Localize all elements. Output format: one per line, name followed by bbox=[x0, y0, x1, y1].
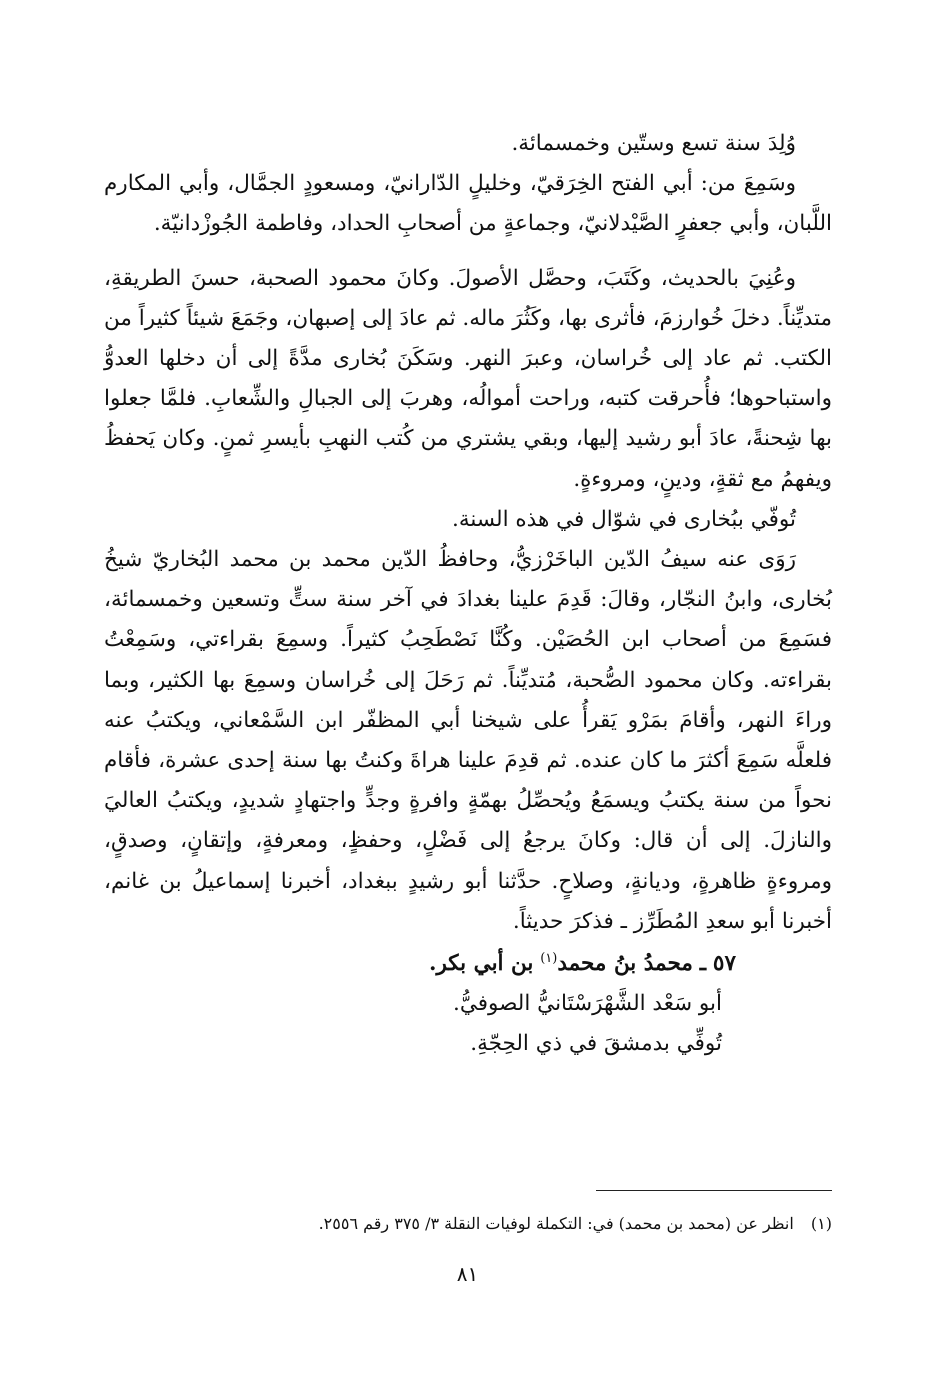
footnote-reference[interactable]: (١) bbox=[540, 950, 558, 966]
footnote bbox=[104, 1212, 832, 1236]
main-text-block bbox=[104, 124, 832, 1065]
footnote-text: انظر عن (محمد بن محمد) في: التكملة لوفيات النقلة ٣/ ٣٧٥ رقم ٢٥٥٦. bbox=[318, 1214, 794, 1233]
footnote-divider bbox=[596, 1190, 832, 1191]
entry-separator: ـ bbox=[699, 951, 707, 977]
paragraph-biography: وعُنِيَ بالحديث، وكَتَبَ، وحصَّل الأصولَ. وكانَ محمود الصحبة، حسنَ الطريقةِ، متديِّناً. دخلَ خُوارزمَ، فأثرى بها، وكَثُرَ ماله. ثم عادَ إلى إصبهان، وجَمَعَ شيئاً كثيراً من الكتب. ثم عاد إلى خُراسان، وعبرَ النهر. وسَكَنَ بُخارى مدَّةً إلى أن دخلها العدوُّ واستباحوها؛ فأُحرقت كتبه، وراحت أموالُه، وهربَ إلى الجبالِ والشِّعابِ. فلمَّا جعلوا بها شِحنةً، عادَ أبو رشيد إليها، وبقي يشتري من كُتب النهبِ بأيسرِ ثمنٍ. وكان يَحفظُ ويفهمُ مع ثقةٍ، ودينٍ، ومروءةٍ. bbox=[104, 265, 832, 492]
entry-line-death: تُوفِّي بدمشقَ في ذي الحِجّةِ. bbox=[470, 1031, 722, 1057]
paragraph-teachers: وسَمِعَ من: أبي الفتح الخِرَقيّ، وخليلٍ الدّارانيّ، ومسعودٍ الجمَّال، وأبي المكارم اللَّبان، وأبي جعفرٍ الصَّيْدلانيّ، وجماعةٍ من أصحابِ الحداد، وفاطمة الجُوزْدانيّة. bbox=[104, 171, 832, 237]
entry-name: محمدُ بنُ محمد bbox=[557, 951, 693, 977]
footnote-number: (١) bbox=[810, 1214, 832, 1233]
entry-name-continued: بن أبي بكر. bbox=[428, 951, 534, 977]
page-number: ٨١ bbox=[456, 1262, 479, 1286]
paragraph-death: تُوفّي ببُخارى في شوّال في هذه السنة. bbox=[452, 506, 796, 532]
entry-line-nisba: أبو سَعْد الشَّهْرَسْتَانيُّ الصوفيُّ. bbox=[453, 991, 722, 1017]
entry-number: ٥٧ bbox=[712, 951, 736, 977]
paragraph-narrators: رَوَى عنه سيفُ الدّين الباخَرْزيُّ، وحافظُ الدّين محمد بن محمد البُخاريّ شيخُ بُخارى، وابنُ النجّار، وقالَ: قَدِمَ علينا بغدادَ في آخر سنة ستٍّ وتسعين وخمسمائة، فسَمِعَ من أصحاب ابن الحُصَيْن. وكُنَّا نَصْطَحِبُ كثيراً. وسمِعَ بقراءتي، وسَمِعْتُ بقراءته. وكان محمود الصُّحبة، مُتديِّناً. ثم رَحَلَ إلى خُراسان وسمِعَ بها الكثير، وبما وراءَ النهر، وأقامَ بمَرْو يَقرأُ على شيخنا أبي المظفّر ابن السَّمْعاني، ويكتبُ عنه فلعلَّه سَمِعَ أكثرَ ما كان عنده. ثم قدِمَ علينا هراةَ وكنتُ بها سنة إحدى عشرة، فأقام نحواً من سنة يكتبُ ويسمَعُ ويُحصِّلُ بهمّةٍ وافرةٍ وجدٍّ واجتهادٍ شديدٍ، ويكتبُ العاليَ والنازلَ. إلى أن قال: وكانَ يرجعُ إلى فَضْلٍ، وحفظٍ، ومعرفةٍ، وإتقانٍ، وصدقٍ، ومروءةٍ ظاهرةٍ، وديانةٍ، وصلاحٍ. حدَّثنا أبو رشيدٍ ببغداد، أخبرنا إسماعيلُ بن غانم، أخبرنا أبو سعدِ المُطَرِّز ـ فذكرَ حديثاً. bbox=[104, 547, 832, 934]
entry-heading bbox=[104, 944, 832, 984]
paragraph-birth: وُلِدَ سنة تسع وستّين وخمسمائة. bbox=[511, 131, 796, 156]
